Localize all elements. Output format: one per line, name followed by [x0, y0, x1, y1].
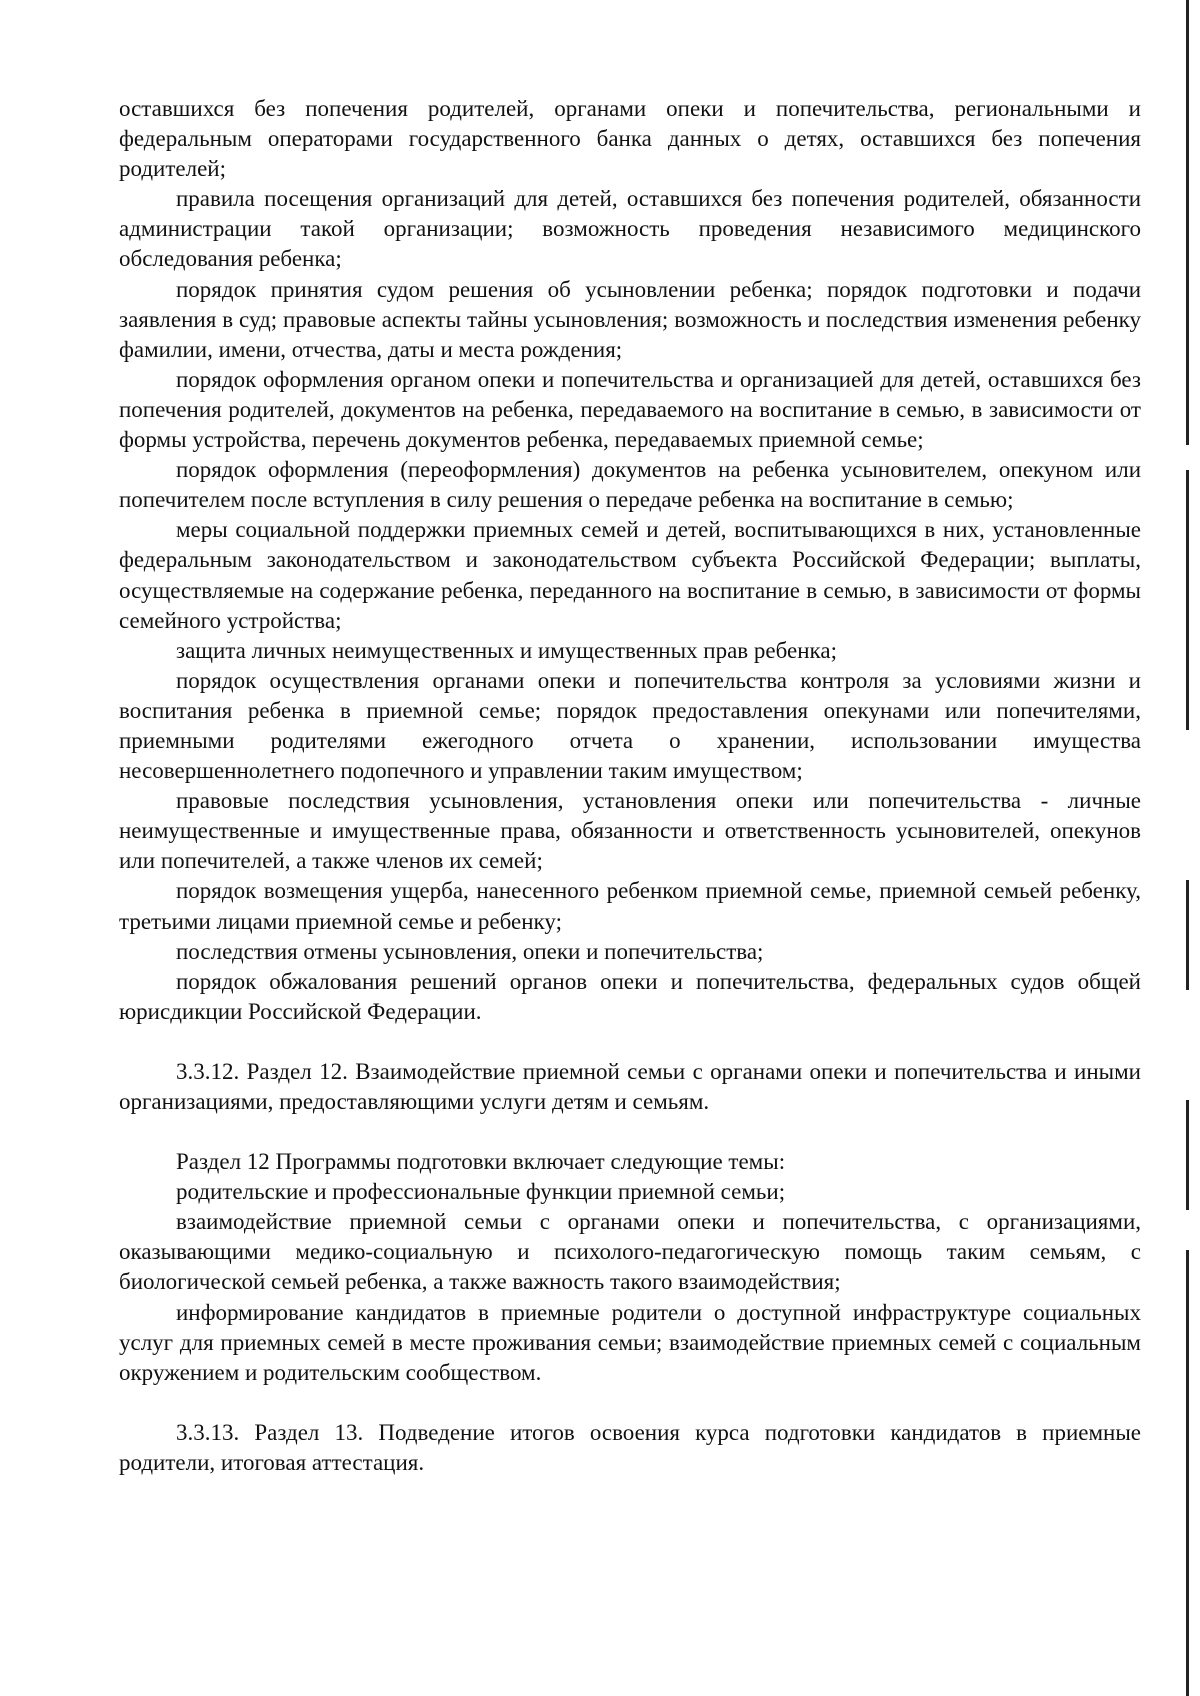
- section-heading-3-3-13: 3.3.13. Раздел 13. Подведение итогов освоения курса подготовки кандидатов в приемные родители, итоговая аттестация.: [119, 1419, 1141, 1475]
- paragraph-rights-protection: защита личных неимущественных и имущественных прав ребенка;: [176, 637, 837, 663]
- scan-edge-line: [1186, 0, 1189, 1696]
- document-body: [119, 94, 1141, 1478]
- paragraph-guardianship-control: порядок осуществления органами опеки и попечительства контроля за условиями жизни и воспитания ребенка в приемной семье; порядок предоставления опекунами или попечителями, приемными родителями ежегодного отчета о хранении, использовании имущества несовершеннолетнего подопечного и управлении таким имуществом;: [119, 667, 1141, 784]
- section-heading-3-3-12: 3.3.12. Раздел 12. Взаимодействие приемной семьи с органами опеки и попечительства и иными организациями, предоставляющими услуги детям и семьям.: [119, 1058, 1141, 1114]
- paragraph-social-support: меры социальной поддержки приемных семей и детей, воспитывающихся в них, установленные федеральным законодательством и законодательством субъекта Российской Федерации; выплаты, осуществляемые на содержание ребенка, переданного на воспитание в семью, в зависимости от формы семейного устройства;: [119, 517, 1141, 633]
- paragraph-damage-compensation: порядок возмещения ущерба, нанесенного ребенком приемной семье, приемной семьей ребенку, третьими лицами приемной семье и ребенку;: [119, 878, 1141, 934]
- paragraph-section-12-intro: Раздел 12 Программы подготовки включает следующие темы:: [176, 1149, 786, 1175]
- paragraph-court-adoption: порядок принятия судом решения об усыновлении ребенка; порядок подготовки и подачи заявления в суд; правовые аспекты тайны усыновления; возможность и последствия изменения ребенку фамилии, имени, отчества, даты и места рождения;: [119, 276, 1141, 362]
- paragraph-visit-rules: правила посещения организаций для детей, оставшихся без попечения родителей, обязанности администрации такой организации; возможность проведения независимого медицинского обследования ребенка;: [119, 186, 1141, 272]
- paragraph-infrastructure: информирование кандидатов в приемные родители о доступной инфраструктуре социальных услуг для приемных семей в месте проживания семьи; взаимодействие приемных семей с социальным окружением и родительским сообществом.: [119, 1299, 1141, 1385]
- paragraph-document-reissue: порядок оформления (переоформления) документов на ребенка усыновителем, опекуном или попечителем после вступления в силу решения о передаче ребенка на воспитание в семью;: [119, 457, 1141, 513]
- paragraph-appeal-procedure: порядок обжалования решений органов опеки и попечительства, федеральных судов общей юрисдикции Российской Федерации.: [119, 968, 1141, 1024]
- paragraph-interaction: взаимодействие приемной семьи с органами опеки и попечительства, с организациями, оказывающими медико-социальную и психолого-педагогическую помощь таким семьям, с биологической семьей ребенка, а также важность такого взаимодействия;: [119, 1209, 1141, 1295]
- paragraph-parental-functions: родительские и профессиональные функции приемной семьи;: [176, 1179, 786, 1205]
- paragraph-document-processing: порядок оформления органом опеки и попечительства и организацией для детей, оставшихся без попечения родителей, документов на ребенка, передаваемого на воспитание в семью, в зависимости от формы устройства, перечень документов ребенка, передаваемых приемной семье;: [119, 366, 1141, 453]
- paragraph-continuation: оставшихся без попечения родителей, органами опеки и попечительства, региональными и федеральным операторами государственного банка данных о детях, оставшихся без попечения родителей;: [119, 96, 1141, 182]
- paragraph-cancellation-consequences: последствия отмены усыновления, опеки и попечительства;: [176, 938, 764, 964]
- paragraph-legal-consequences: правовые последствия усыновления, установления опеки или попечительства - личные неимущественные и имущественные права, обязанности и ответственность усыновителей, опекунов или попечителей, а также членов их семей;: [119, 788, 1141, 874]
